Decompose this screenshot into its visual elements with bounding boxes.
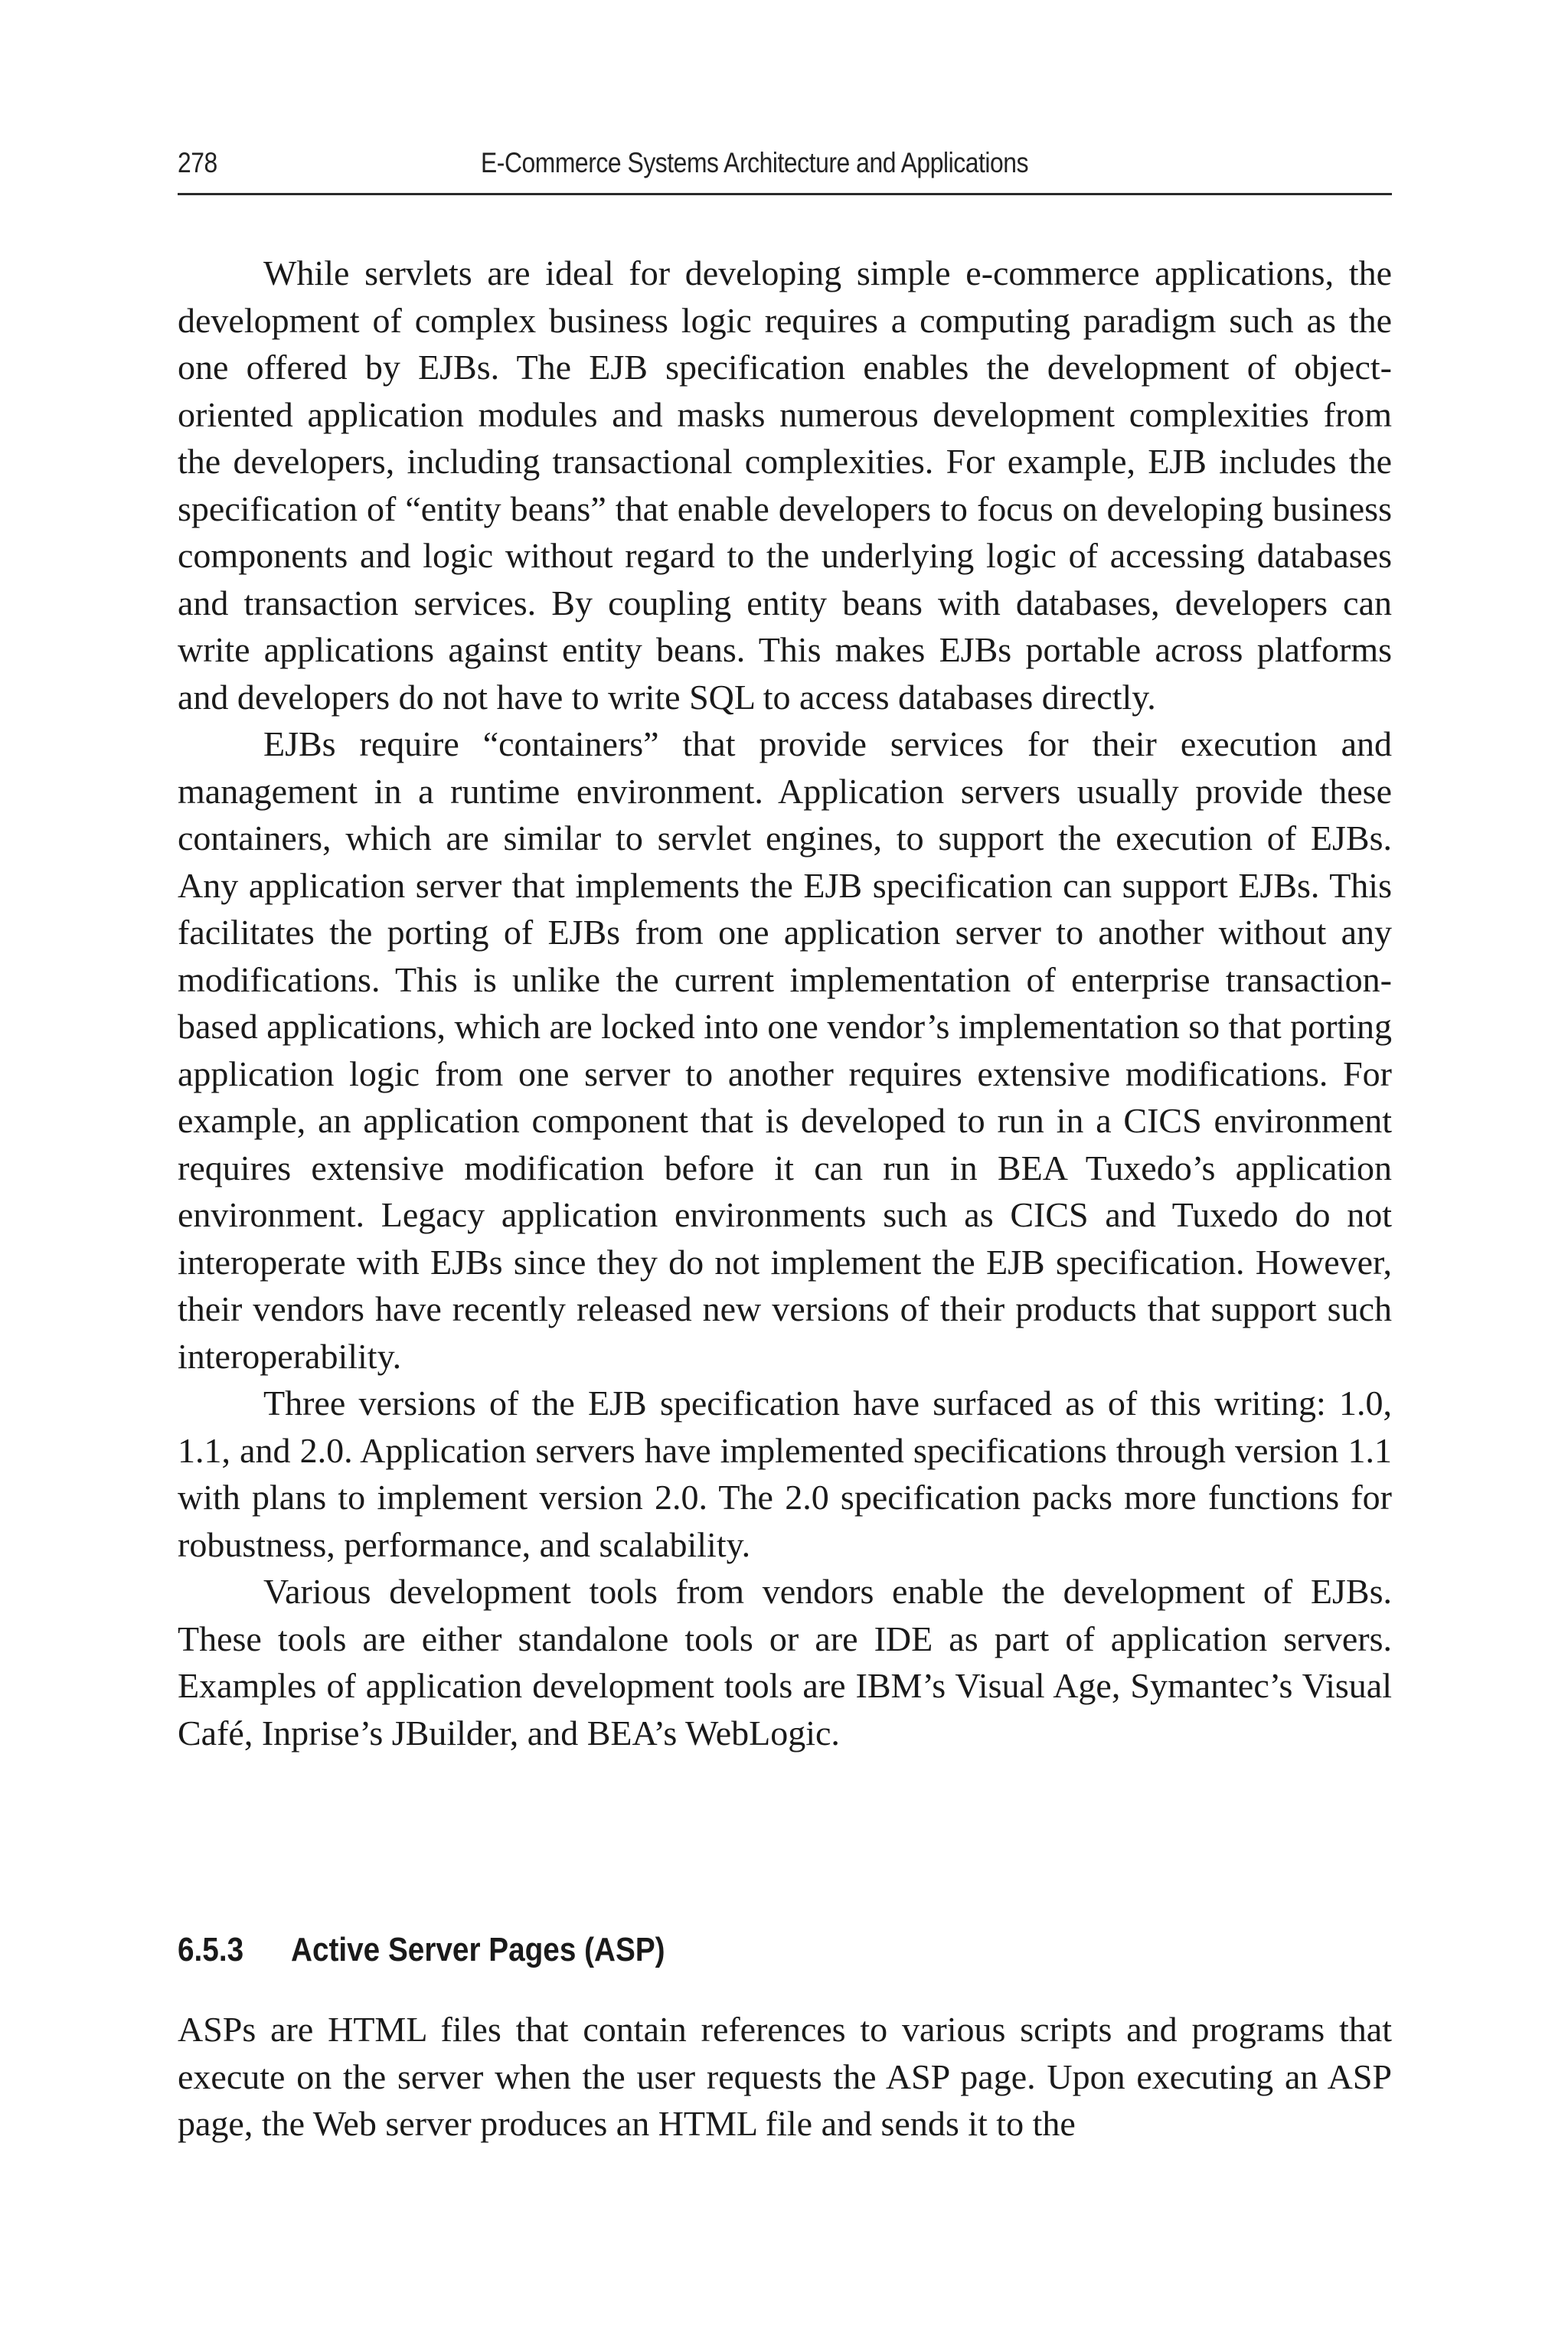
paragraph-asp-intro: ASPs are HTML files that contain references to various scripts and programs that execute on the server when the user requests the ASP page. Upon executing an ASP page, the Web server produces an HTML file and sends it to the bbox=[178, 2010, 1392, 2143]
section-body bbox=[178, 2006, 1392, 2148]
paragraph-servlets-vs-ejbs: While servlets are ideal for developing simple e-commerce applications, the development of complex business logic requires a computing paradigm such as the one offered by EJBs. The EJB specification enables the development of object-oriented application modules and masks numerous development complexities from the developers, including transactional complexities. For example, EJB includes the specification of “entity beans” that enable developers to focus on developing business components and logic without regard to the underlying logic of accessing databases and transaction services. By coupling entity beans with databases, developers can write applications against entity beans. This makes EJBs portable across platforms and developers do not have to write SQL to access databases directly. bbox=[178, 253, 1392, 717]
paragraph-ejb-containers: EJBs require “containers” that provide services for their execution and management in a runtime environment. Application servers usually provide these containers, which are similar to servlet engines, to support the execution of EJBs. Any application server that implements the EJB specification can support EJBs. This facilitates the porting of EJBs from one application server to another without any modifications. This is unlike the current implementation of enterprise transaction-based applications, which are locked into one vendor’s implementation so that porting application logic from one server to another requires extensive modifications. For example, an application component that is developed to run in a CICS environment requires extensive modification before it can run in BEA Tuxedo’s application environment. Legacy application environments such as CICS and Tuxedo do not interoperate with EJBs since they do not implement the EJB specification. However, their vendors have recently released new versions of their products that support such interoperability. bbox=[178, 724, 1392, 1376]
page-number: 278 bbox=[178, 147, 217, 178]
running-header bbox=[178, 142, 1392, 195]
section-number: 6.5.3 bbox=[178, 1931, 244, 1968]
book-page bbox=[178, 0, 1392, 2352]
section-heading bbox=[178, 1931, 1392, 1969]
paragraph-ejb-versions: Three versions of the EJB specification have surfaced as of this writing: 1.0, 1.1, and 2.0. Application servers have implemented specifications through version 1.1 with plans to implement version 2.0. The 2.0 specification packs more functions for robustness, performance, and scalability. bbox=[178, 1383, 1392, 1564]
body-text bbox=[178, 250, 1392, 1756]
book-title: E-Commerce Systems Architecture and Applications bbox=[481, 147, 1029, 178]
section-title: Active Server Pages (ASP) bbox=[291, 1931, 665, 1968]
paragraph-development-tools: Various development tools from vendors enable the development of EJBs. These tools are either standalone tools or are IDE as part of application servers. Examples of application development tools are IBM’s Visual Age, Symantec’s Visual Café, Inprise’s JBuilder, and BEA’s WebLogic. bbox=[178, 1572, 1392, 1753]
